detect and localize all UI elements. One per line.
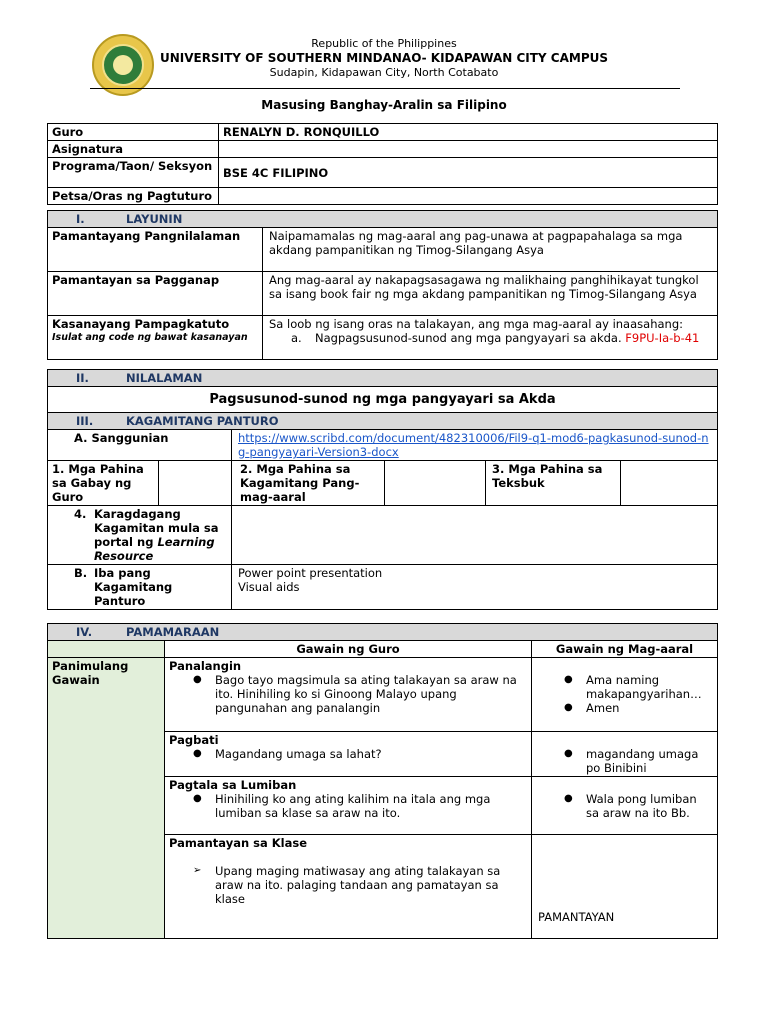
- iba-pang-values: [232, 565, 718, 610]
- pamantayan-heading: Pamantayan sa Klase: [169, 836, 308, 850]
- pamantayan-guro-list: [169, 864, 527, 906]
- asignatura-label: Asignatura: [48, 141, 219, 158]
- bullet-icon: ●: [564, 748, 573, 759]
- sanggunian-cell: [232, 430, 718, 461]
- programa-value: BSE 4C FILIPINO: [219, 158, 718, 188]
- kasanayan-label: Kasanayang Pampagkatuto: [52, 317, 230, 331]
- iba-pang-label: Iba pang Kagamitang Panturo: [94, 566, 173, 608]
- kasanayan-item: [269, 331, 713, 345]
- karagdagang-label: Karagdagang Kagamitan mula sa portal ng: [94, 507, 219, 549]
- pamamaraan-table: [47, 623, 718, 939]
- bullet-icon: ●: [193, 748, 202, 759]
- pamantayan-guro: [165, 835, 532, 939]
- list-item: ● Magandang umaga sa lahat?: [193, 747, 382, 761]
- nilalaman-table: [47, 369, 718, 610]
- pagtala-heading: Pagtala sa Lumiban: [169, 778, 297, 792]
- karagdagang-value: [232, 506, 718, 565]
- kasanayan-item-text: Nagpagsusunod-sunod ang mga pangyayari sa akda.: [315, 331, 622, 345]
- pamantayan-pagganap-text: Ang mag-aaral ay nakapagsasagawa ng malikhaing panghihikayat tungkol sa isang book fair ng mga akdang pampanitikan ng Timog-Silangang Asya: [263, 272, 718, 316]
- pahina-kagamitan-value: [385, 461, 486, 506]
- pamantayang-pangnilalaman-text: Naipamamalas ng mag-aaral ang pag-unawa at pagpapahalaga sa mga akdang pampanitikan ng Timog-Silangang Asya: [263, 228, 718, 272]
- kasanayan-item-marker: a.: [291, 331, 302, 345]
- programa-label: Programa/Taon/ Seksyon: [48, 158, 219, 188]
- sanggunian-label: A. Sanggunian: [48, 430, 232, 461]
- list-item: ➢ Upang maging matiwasay ang ating talakayan sa araw na ito. palaging tandaan ang pamatayan sa klase: [193, 864, 501, 906]
- karagdagang-number: 4.: [74, 507, 87, 521]
- pahina-guro-value: [159, 461, 232, 506]
- bullet-icon: ●: [193, 793, 202, 804]
- panalangin-heading: Panalangin: [169, 659, 242, 673]
- list-item: ● magandang umaga po Binibini: [564, 747, 699, 775]
- petsa-label: Petsa/Oras ng Pagtuturo: [48, 188, 219, 205]
- asignatura-value: [219, 141, 718, 158]
- pamantayang-pangnilalaman-label: Pamantayang Pangnilalaman: [48, 228, 263, 272]
- iba-pang-cell: [48, 565, 232, 610]
- nilalaman-heading: II. NILALAMAN: [48, 370, 718, 387]
- guro-value: RENALYN D. RONQUILLO: [219, 124, 718, 141]
- header-empty-cell: [48, 641, 165, 658]
- karagdagang-italic: Learning Resource: [94, 535, 215, 563]
- republic-label: Republic of the Philippines: [311, 37, 457, 50]
- pamamaraan-heading: IV. PAMAMARAAN: [48, 624, 718, 641]
- pagtala-guro: [165, 777, 532, 835]
- bullet-icon: ●: [564, 702, 573, 713]
- list-item: ● Amen: [564, 701, 620, 715]
- pagbati-heading: Pagbati: [169, 733, 219, 747]
- pahina-teksbuk-label: 3. Mga Pahina sa Teksbuk: [486, 461, 621, 506]
- pagtala-guro-list: [169, 792, 527, 820]
- panalangin-guro: [165, 658, 532, 732]
- pahina-kagamitan-label: 2. Mga Pahina sa Kagamitang Pang-mag-aaral: [232, 461, 385, 506]
- pagtala-magaaral: [532, 777, 718, 835]
- campus-address: Sudapin, Kidapawan City, North Cotabato: [269, 66, 499, 79]
- kasanayan-intro: Sa loob ng isang oras na talakayan, ang mga mag-aaral ay inaasahang:: [269, 317, 683, 331]
- panalangin-magaaral: [532, 658, 718, 732]
- bullet-icon: ●: [564, 793, 573, 804]
- phase-panimulang-gawain: Panimulang Gawain: [48, 658, 165, 939]
- iba-pang-value: Power point presentation: [238, 566, 383, 580]
- list-item: ● Ama naming makapangyarihan…: [564, 673, 702, 701]
- kasanayan-code: F9PU-Ia-b-41: [625, 331, 700, 345]
- bullet-icon: ●: [564, 674, 573, 685]
- info-table: [47, 123, 718, 205]
- pamantayan-pagganap-label: Pamantayan sa Pagganap: [48, 272, 263, 316]
- pahina-teksbuk-value: [621, 461, 718, 506]
- pamantayan-magaaral: PAMANTAYAN: [532, 835, 718, 939]
- list-item: ● Hinihiling ko ang ating kalihim na itala ang mga lumiban sa klase sa araw na ito.: [193, 792, 491, 820]
- petsa-value: [219, 188, 718, 205]
- pagtala-magaaral-list: [536, 778, 713, 820]
- layunin-heading: I. LAYUNIN: [48, 211, 718, 228]
- list-item: ● Bago tayo magsimula sa ating talakayan sa araw na ito. Hinihiling ko si Ginoong Malayo upang pangunahan ang panalangin: [193, 673, 517, 715]
- iba-pang-number: B.: [74, 566, 88, 580]
- nilalaman-topic: Pagsusunod-sunod ng mga pangyayari sa Akda: [48, 387, 718, 413]
- pahina-guro-label: 1. Mga Pahina sa Gabay ng Guro: [48, 461, 159, 506]
- document-title: Masusing Banghay-Aralin sa Filipino: [261, 98, 507, 112]
- kasanayan-cell: [48, 316, 263, 360]
- col-gawain-guro: Gawain ng Guro: [165, 641, 532, 658]
- guro-label: Guro: [48, 124, 219, 141]
- pagbati-magaaral-list: [536, 733, 713, 775]
- panalangin-magaaral-list: [536, 659, 713, 715]
- bullet-icon: ●: [193, 674, 202, 685]
- col-gawain-magaaral: Gawain ng Mag-aaral: [532, 641, 718, 658]
- iba-pang-value: Visual aids: [238, 580, 300, 594]
- kasanayan-note: Isulat ang code ng bawat kasanayan: [52, 332, 248, 343]
- pagbati-guro-list: [169, 747, 527, 761]
- list-item: ● Wala pong lumiban sa araw na ito Bb.: [564, 792, 697, 820]
- panalangin-guro-list: [169, 673, 527, 715]
- layunin-table: [47, 210, 718, 360]
- header-divider: [90, 88, 680, 89]
- university-name: UNIVERSITY OF SOUTHERN MINDANAO- KIDAPAWAN CITY CAMPUS: [160, 51, 608, 65]
- kasanayan-content: [263, 316, 718, 360]
- karagdagang-cell: [48, 506, 232, 565]
- pagbati-magaaral: [532, 732, 718, 777]
- pagbati-guro: [165, 732, 532, 777]
- kagamitan-heading: III. KAGAMITANG PANTURO: [48, 413, 718, 430]
- arrow-bullet-icon: ➢: [193, 865, 202, 876]
- sanggunian-link[interactable]: https://www.scribd.com/document/482310006/Fil9-q1-mod6-pagkasunod-sunod-ng-pangyayari-Version3-docx: [238, 431, 709, 459]
